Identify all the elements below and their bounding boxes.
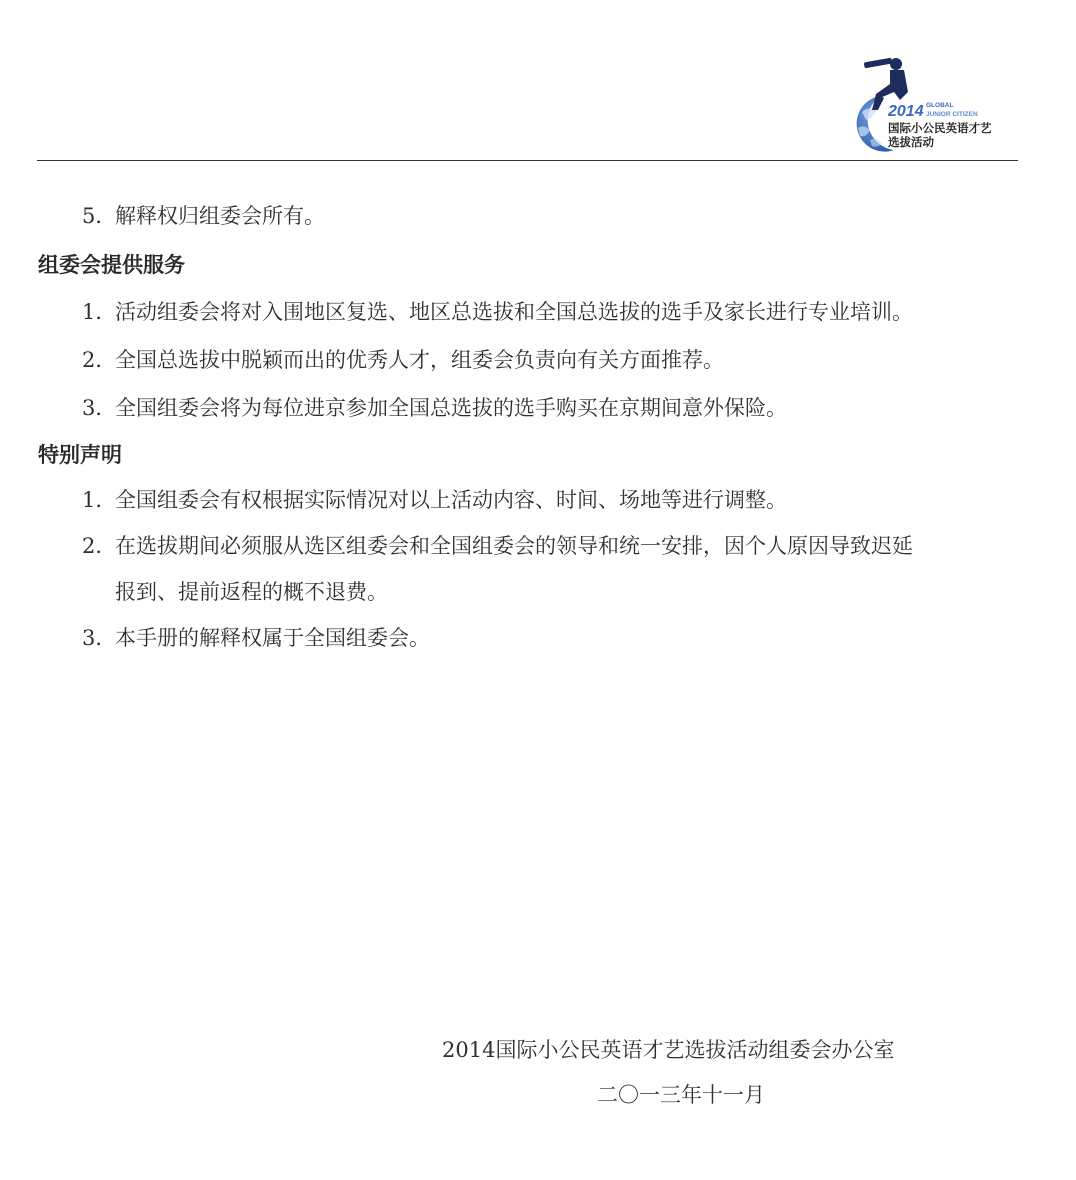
footer-organizer: 2014国际小公民英语才艺选拔活动组委会办公室: [442, 1038, 895, 1062]
list-item-text: 活动组委会将对入围地区复选、地区总选拔和全国总选拔的选手及家长进行专业培训。: [115, 300, 913, 324]
list-item-number: 1．: [82, 488, 117, 512]
list-item: [0, 486, 1076, 514]
list-item: [0, 394, 1076, 422]
list-item: [0, 346, 1076, 374]
logo-cn-line2: 选拔活动: [888, 135, 934, 149]
logo-year: 2014: [888, 103, 924, 120]
list-item: [0, 532, 1076, 560]
list-item-number: 1．: [82, 300, 117, 324]
list-item-continuation: [0, 578, 1076, 606]
header-divider: [37, 160, 1018, 161]
list-item-number: 2．: [82, 348, 117, 372]
section-heading-special-statement: 特别声明: [38, 443, 122, 467]
list-item-text: 解释权归组委会所有。: [115, 204, 325, 228]
event-logo: [850, 52, 1010, 152]
list-item-text: 全国总选拔中脱颖而出的优秀人才，组委会负责向有关方面推荐。: [115, 348, 724, 372]
list-item: [0, 202, 1076, 230]
logo-cn-line1: 国际小公民英语才艺: [888, 121, 992, 135]
list-item-number: 3．: [82, 396, 117, 420]
list-item-number: 3．: [82, 626, 117, 650]
list-item-number: 2．: [82, 534, 117, 558]
list-item-text: 全国组委会将为每位进京参加全国总选拔的选手购买在京期间意外保险。: [115, 396, 787, 420]
section-heading-services: 组委会提供服务: [38, 253, 185, 277]
list-item-text: 全国组委会有权根据实际情况对以上活动内容、时间、场地等进行调整。: [115, 488, 787, 512]
footer-date: 二〇一三年十一月: [597, 1083, 765, 1107]
logo-en-line1: GLOBAL: [926, 102, 954, 109]
list-item-number: 5．: [82, 204, 117, 228]
list-item-text: 本手册的解释权属于全国组委会。: [115, 626, 430, 650]
list-item-text: 报到、提前返程的概不退费。: [115, 580, 388, 604]
list-item: [0, 624, 1076, 652]
list-item: [0, 298, 1076, 326]
list-item-text: 在选拔期间必须服从选区组委会和全国组委会的领导和统一安排，因个人原因导致迟延: [115, 534, 913, 558]
logo-en-line2: JUNIOR CITIZEN: [926, 111, 978, 118]
